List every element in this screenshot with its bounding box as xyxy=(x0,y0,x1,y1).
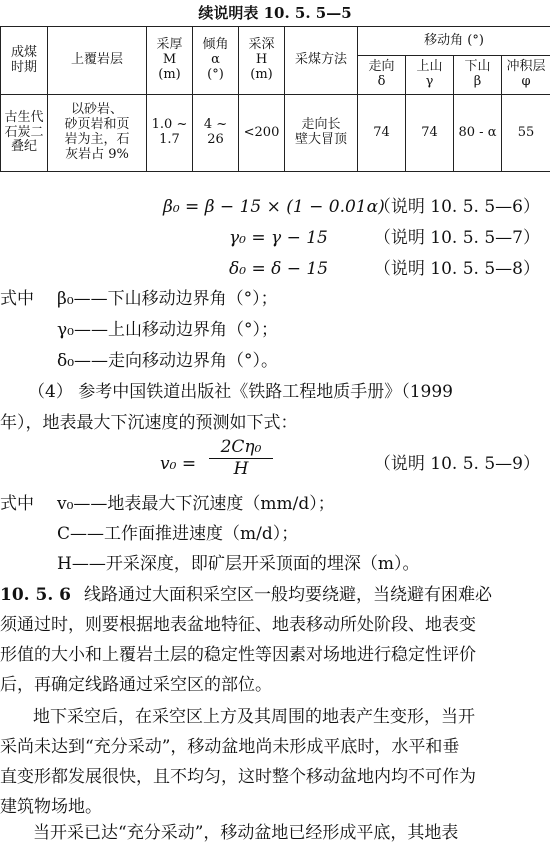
table-caption: 续说明表 10. 5. 5—5 xyxy=(0,3,550,24)
header-up: 上山 γ xyxy=(406,56,454,95)
where-label: 式中 xyxy=(0,288,34,312)
header-method: 采煤方法 xyxy=(285,27,358,95)
paragraph-line: 建筑物场地。 xyxy=(0,796,102,820)
formula-fraction xyxy=(209,438,273,479)
header-strike: 走向 δ xyxy=(358,56,406,95)
paragraph-line: 采尚未达到“充分采动”，移动盆地尚未形成平底时，水平和垂 xyxy=(0,736,459,760)
where-item: δ₀——走向移动边界角（°）。 xyxy=(57,350,278,374)
where-item: γ₀——上山移动边界角（°）； xyxy=(57,319,278,343)
paragraph-line: 形值的大小和上覆岩土层的稳定性等因素对场地进行稳定性评价 xyxy=(0,644,476,668)
paragraph-line: 当开采已达“充分采动”，移动盆地已经形成平底，其地表 xyxy=(33,822,458,846)
paragraph-line: 后，再确定线路通过采空区的部位。 xyxy=(0,674,272,698)
header-overburden: 上覆岩层 xyxy=(48,27,147,95)
cell-period: 古生代 石炭二 叠纪 xyxy=(1,95,48,172)
equation-ref-6: （说明 10. 5. 5—6） xyxy=(374,196,540,220)
section-number: 10. 5. 6 xyxy=(0,584,71,608)
cell-down: 80 - α xyxy=(454,95,502,172)
cell-up: 74 xyxy=(406,95,454,172)
header-alluvium: 冲积层 φ xyxy=(502,56,550,95)
where-item: β₀——下山移动边界角（°）； xyxy=(57,288,278,312)
header-dip: 倾角 α (°) xyxy=(193,27,239,95)
paragraph-line: 年），地表最大下沉速度的预测如下式： xyxy=(0,412,298,436)
cell-thickness: 1.0 ~ 1.7 xyxy=(147,95,193,172)
where-label: 式中 xyxy=(0,493,34,517)
paragraph-line: 线路通过大面积采空区一般均要绕避，当绕避有困难必 xyxy=(84,584,492,608)
header-depth: 采深 H (m) xyxy=(239,27,285,95)
cell-depth: <200 xyxy=(239,95,285,172)
table-row xyxy=(1,95,550,172)
paragraph-line: 地下采空后，在采空区上方及其周围的地表产生变形，当开 xyxy=(33,706,475,730)
cell-strike: 74 xyxy=(358,95,406,172)
equation-beta0: β₀ = β − 15 × (1 − 0.01α) xyxy=(163,196,385,220)
header-period: 成煤 时期 xyxy=(1,27,48,95)
where-item: H——开采深度，即矿层开采顶面的埋深（m）。 xyxy=(57,553,419,577)
where-item: C——工作面推进速度（m/d）； xyxy=(57,523,298,547)
equation-gamma0: γ₀ = γ − 15 xyxy=(229,227,328,251)
formula-denominator: H xyxy=(209,459,273,479)
equation-delta0: δ₀ = δ − 15 xyxy=(229,258,328,282)
paragraph-line: （4） 参考中国铁道出版社《铁路工程地质手册》（1999 xyxy=(28,381,453,405)
header-down: 下山 β xyxy=(454,56,502,95)
cell-dip: 4 ~ 26 xyxy=(193,95,239,172)
formula-lhs: v₀ = xyxy=(160,453,196,477)
header-thickness: 采厚 M (m) xyxy=(147,27,193,95)
where-item: v₀——地表最大下沉速度（mm/d）； xyxy=(57,493,335,517)
equation-ref-7: （说明 10. 5. 5—7） xyxy=(374,227,540,251)
cell-overburden: 以砂岩、 砂页岩和页 岩为主，石 灰岩占 9% xyxy=(48,95,147,172)
header-move-angle: 移动角 (°) xyxy=(358,27,550,56)
formula-numerator: 2Cη₀ xyxy=(209,438,273,459)
data-table xyxy=(0,26,550,172)
equation-ref-8: （说明 10. 5. 5—8） xyxy=(374,258,540,282)
cell-alluvium: 55 xyxy=(502,95,550,172)
cell-method: 走向长 壁大冒顶 xyxy=(285,95,358,172)
paragraph-line: 须通过时，则要根据地表盆地特征、地表移动所处阶段、地表变 xyxy=(0,614,476,638)
equation-ref-9: （说明 10. 5. 5—9） xyxy=(374,453,540,477)
paragraph-line: 直变形都发展很快，且不均匀，这时整个移动盆地内均不可作为 xyxy=(0,766,476,790)
